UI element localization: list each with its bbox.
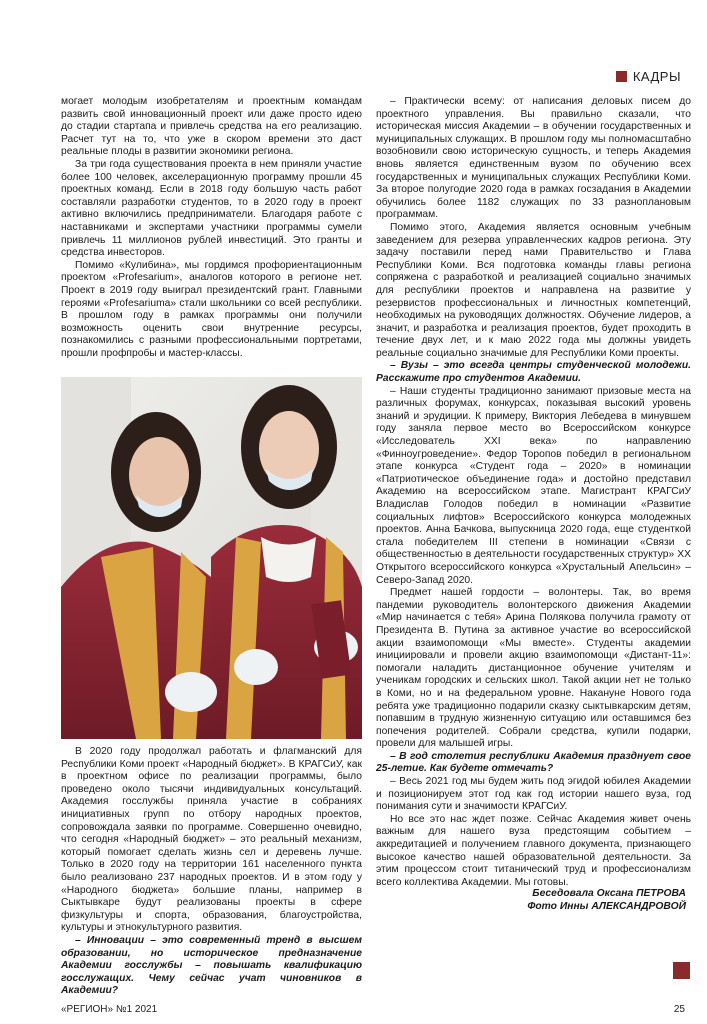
paragraph: Предмет нашей гордости – волонтеры. Так, во время пандемии руководитель волонтерского движения Академии «Мир начинается с тебя» Арина Полякова получила грамоту от Президента В. Путина за активное участие во всероссийской акции взаимопомощи «Мы вместе». Студенты академии инициировали и провели акцию взаимопомощи «Дистант-11»: помогали наладить дистанционное обучение учителям и ученикам городских и сельских школ. Такой акции нет не только в Коми, но и на федеральном уровне. Накануне Нового года ребята уже традиционно подарили сказку сыктывкарским детям, попавшим в трудную жизненную ситуацию или оставшимся без попечения родителей. Собрали средства, купили подарки, провели для малышей игры. [376, 587, 691, 750]
paragraph: За три года существования проекта в нем приняли участие более 100 человек, акселерационную программу прошли 45 проектных команд. Если в 2018 году большую часть работ составляли разработки студентов, то в 2020 году в проект активно включились предприниматели. Благодаря работе с наставниками и экспертами участники программы сумели привлечь 11 миллионов рублей инвестиций. Это гранты и средства инвесторов. [61, 158, 362, 259]
paragraph: Помимо «Кулибина», мы гордимся профориентационным проектом «Profesarium», аналогов которого в регионе нет. Проект в 2019 году выиграл президентский грант. Главными героями «Profesariumа» стали школьники со всей республики. В прошлом году в рамках программы они получили возможность оценить свои внутренние ресурсы, познакомились с разными профессиональными портретами, прошли профпробы и мастер-классы. [61, 259, 362, 359]
section-marker-square [616, 71, 627, 82]
photo-credit: Фото Инны АЛЕКСАНДРОВОЙ [527, 901, 686, 912]
paragraph: – Практически всему: от написания деловых писем до проектного управления. Вы правильно сказали, что историческая миссия Академии – в обучении государственных и муниципальных служащих. В прошлом году мы полномасштабно возобновили свою историческую сущность, и теперь Академия вновь является единственным вузом по обучению всех государственных и муниципальных служащих Республики Коми. За второе полугодие 2020 года в рамках госзадания в Академии обучились более 1182 служащих по 33 разноплановым программам. [376, 96, 691, 221]
footer-magazine: «РЕГИОН» №1 2021 [61, 1004, 158, 1015]
interviewer-credit: Беседовала Оксана ПЕТРОВА [532, 888, 686, 899]
interview-question: – Вузы – это всегда центры студенческой молодежи. Расскажите про студентов Академии. [376, 360, 691, 385]
photo-two-graduates [61, 377, 362, 739]
left-column-bottom [61, 746, 362, 998]
left-column-top [61, 96, 362, 360]
paragraph: – Наши студенты традиционно занимают призовые места на различных форумах, конкурсах, показывая высокий уровень знаний и эрудиции. К примеру, Виктория Лебедева в минувшем году заняла первое место во Всероссийском конкурсе «Исследователь XXI века» по направлению «Финноугроведение». Федор Торопов победил в региональном этапе конкурса «Студент года – 2020» в номинации «Патриотическое объединение года» и достойно представил Академию на всероссийском этапе. Магистрант КРАГСиУ Владислав Голодов победил в номинации «Развитие социальных лифтов» Всероссийского конкурса молодежных проектов. Анна Бачкова, выпускница 2020 года, еще студенткой стала победителем III степени в номинации «Связи с общественностью в деятельности государственных структур» XX Открытого всероссийского конкурса «Хрустальный Апельсин» – Северо-Запад 2020. [376, 385, 691, 586]
article-credits [527, 887, 686, 913]
paragraph: Помимо этого, Академия является основным учебным заведением для резерва управленческих кадров региона. Эту задачу поставили перед нами Правительство и Глава Республики Коми. Вся подготовка команды главы региона сопряжена с разработкой и реализацией социально значимых для республики проектов и направлена на развитие у резервистов профессиональных и личностных компетенций, необходимых на руководящих должностях. Обучение лидеров, а значит, и разработка и реализация проектов, будет проходить в течение двух лет, и к маю 2022 года мы должны увидеть реальные социально значимые для Республики Коми проекты. [376, 221, 691, 359]
paragraph: В 2020 году продолжал работать и флагманский для Республики Коми проект «Народный бюджет». В КРАГСиУ, как в проектном офисе по реализации программы, было проведено около тысячи индивидуальных консультаций. Академия госслужбы приняла участие в собраниях инициативных групп по отбору народных проектов, сопровождала заявки по программе. Совершенно очевидно, что сегодня «Народный бюджет» – это реальный механизм, который помогает сделать жизнь сел и деревень лучше. Только в 2020 году на территории 161 населенного пункта было реализовано 237 народных проектов. И в этом году у «Народного бюджета» большие планы, например в Сыктывкаре будут реализованы проекты в сфере физкультуры и спорта, образования, благоустройства, культуры и этнокультурного развития. [61, 746, 362, 934]
section-title: КАДРЫ [632, 69, 681, 84]
end-marker-square [673, 962, 690, 979]
right-column [376, 96, 691, 889]
paragraph: Но все это нас ждет позже. Сейчас Академия живет очень важным для нашего вуза предстоящим событием – аккредитацией и получением главного документа, признающего высокое качество нашей образовательной деятельности. За этим процессом стоит титанический труд и профессионализм всего коллектива Академии. Мы готовы. [376, 813, 691, 888]
article-photo [61, 377, 362, 739]
section-label [616, 69, 681, 84]
page-number: 25 [673, 1004, 685, 1015]
interview-question: – Инновации – это современный тренд в высшем образовании, но историческое предназначение Академии госслужбы – повышать квалификацию госслужащих. Чему сейчас учат чиновников в Академии? [61, 934, 362, 997]
interview-question: – В год столетия республики Академия празднует свое 25-летие. Как будете отмечать? [376, 750, 691, 775]
paragraph: могает молодым изобретателям и проектным командам развить свой инновационный проект или даже просто идею до стадии стартапа и привлечь средства на его реализацию. Расчет тут на то, что уже в скором времени это даст реальные плоды в развитии экономики региона. [61, 96, 362, 158]
paragraph: – Весь 2021 год мы будем жить под эгидой юбилея Академии и позиционируем этот год как год истории нашего вуза, год понимания сути и значимости КРАГСиУ. [376, 776, 691, 813]
